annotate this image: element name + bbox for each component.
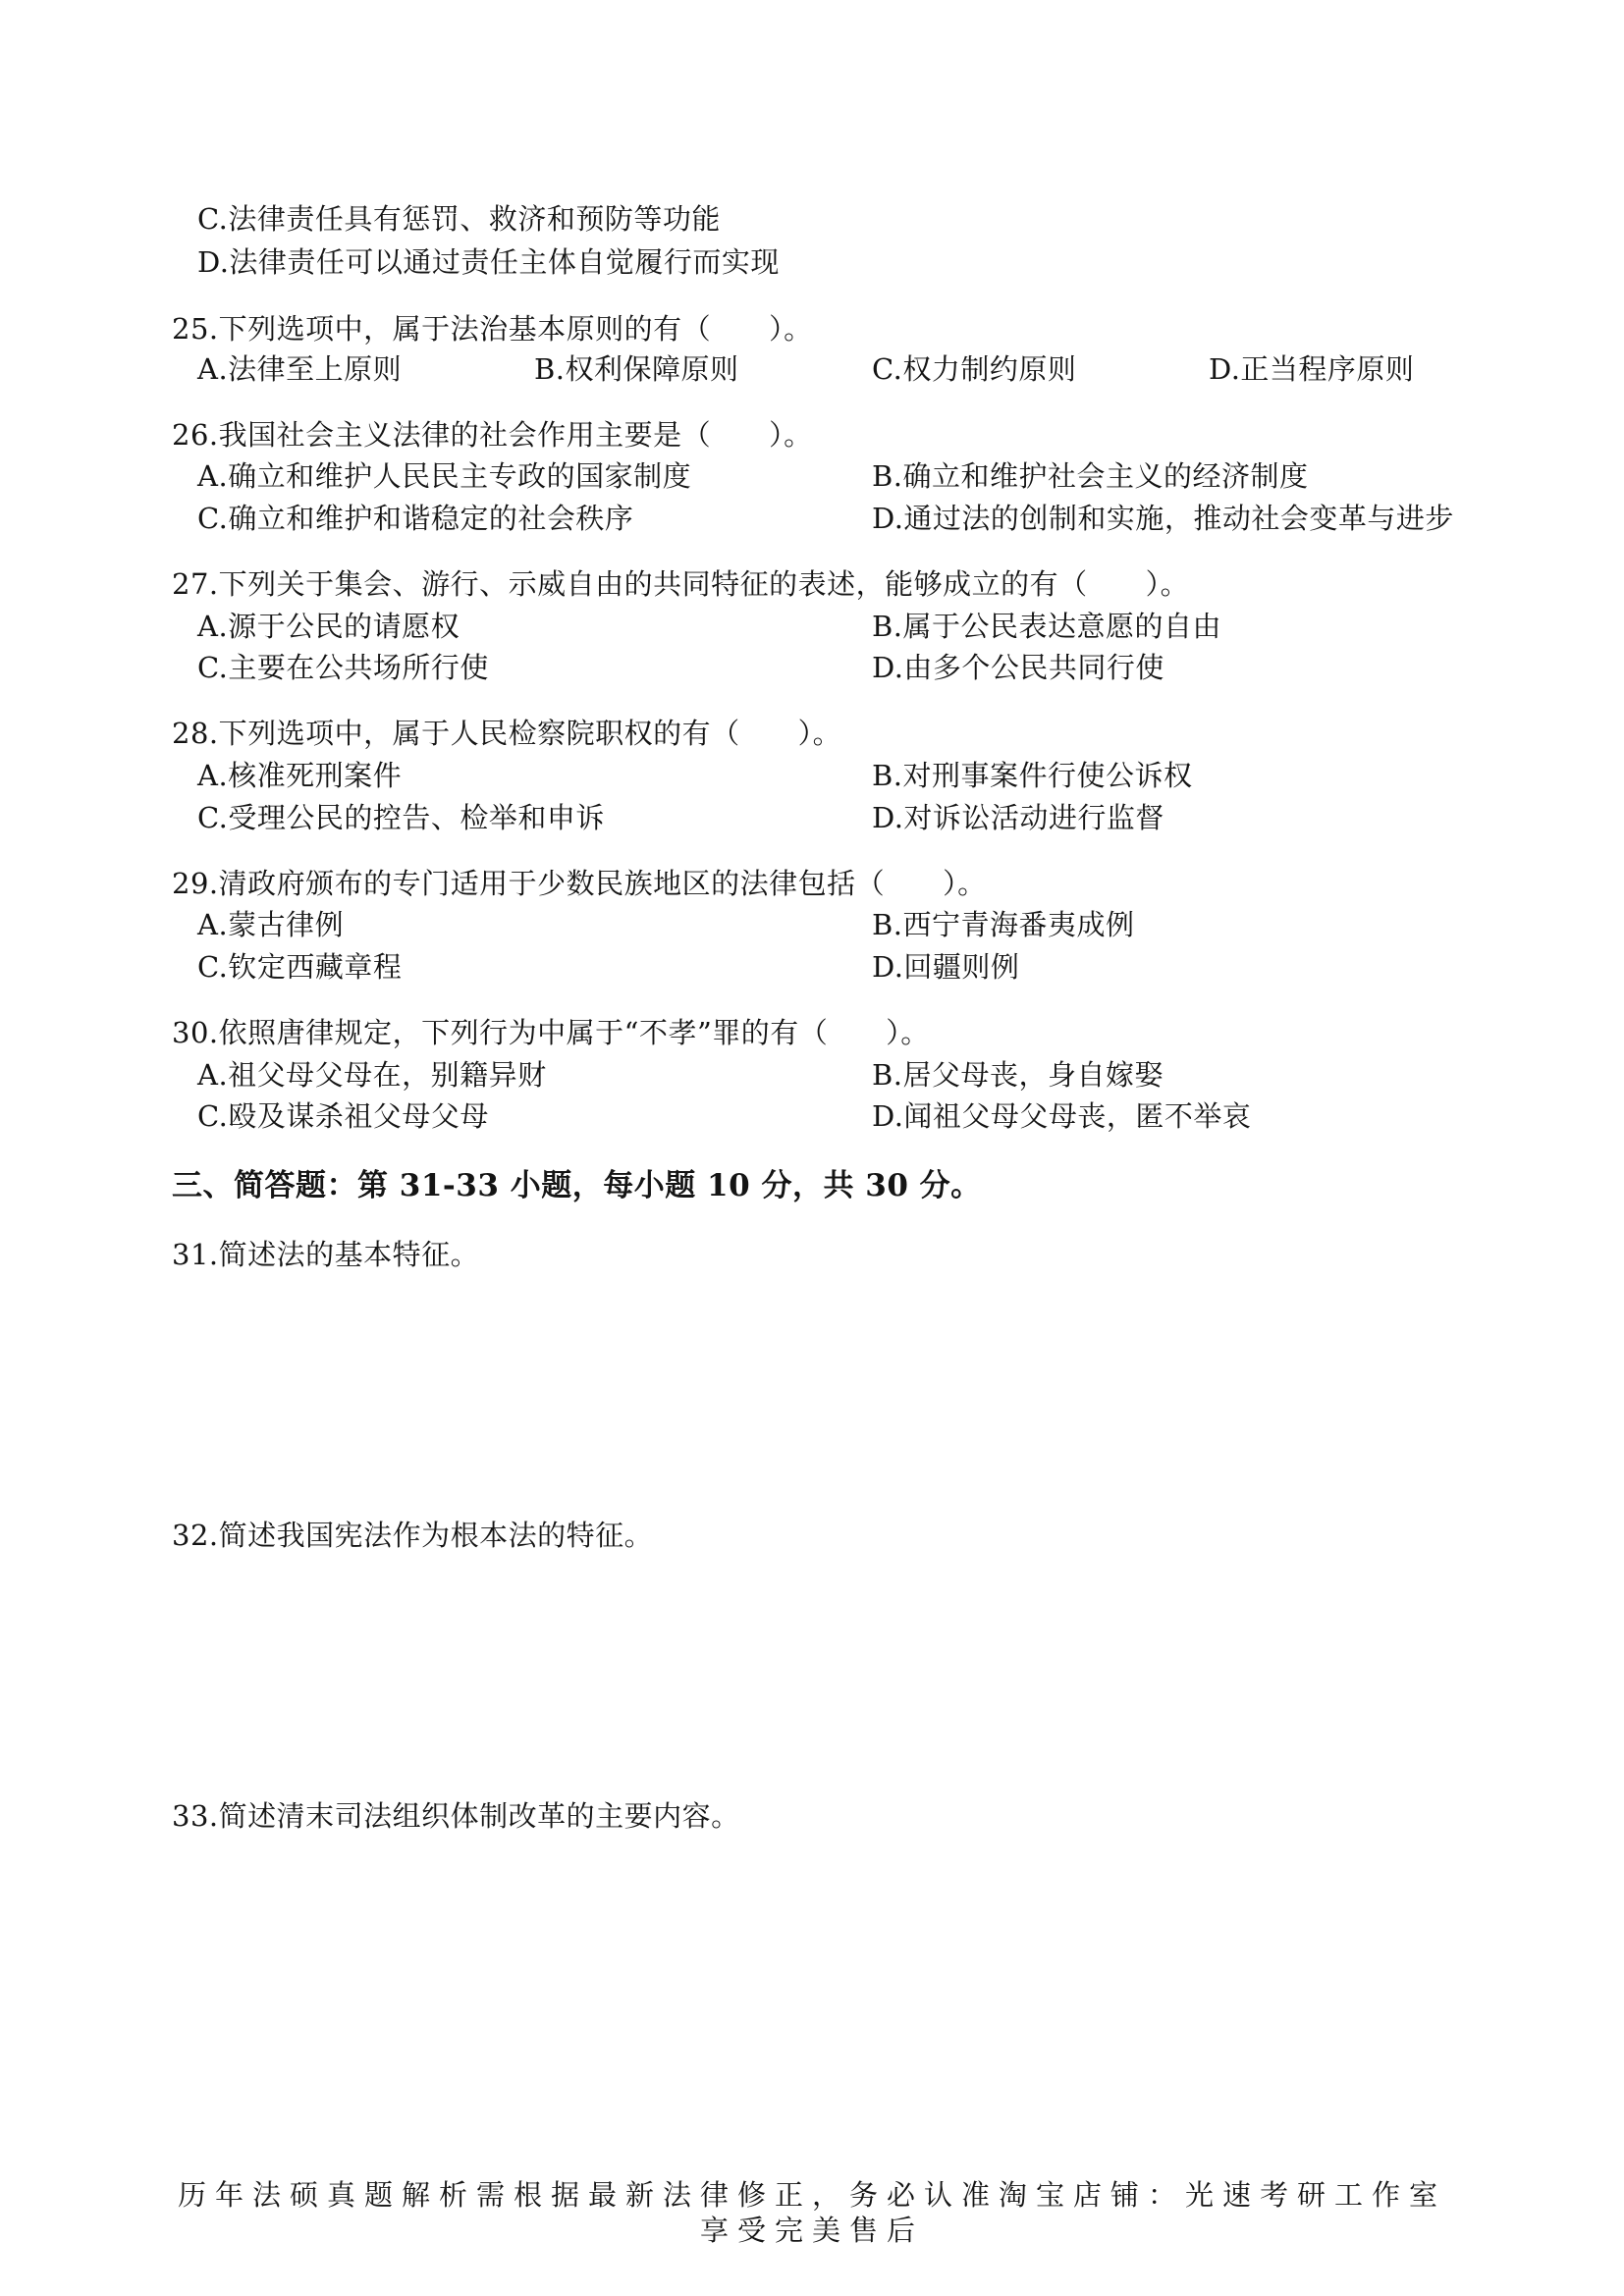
q26-stem: 26.我国社会主义法律的社会作用主要是（ ）。 — [172, 418, 813, 452]
q26-option-c: C.确立和维护和谐稳定的社会秩序 — [197, 502, 634, 535]
q25-option-d: D.正当程序原则 — [1209, 352, 1415, 386]
q28-stem: 28.下列选项中，属于人民检察院职权的有（ ）。 — [172, 717, 842, 750]
q26-option-a: A.确立和维护人民民主专政的国家制度 — [197, 459, 692, 493]
q26-option-b: B.确立和维护社会主义的经济制度 — [872, 459, 1309, 493]
q33-stem: 33.简述清末司法组织体制改革的主要内容。 — [172, 1799, 740, 1833]
q30-option-a: A.祖父母父母在，别籍异财 — [197, 1058, 547, 1092]
q25-option-b: B.权利保障原则 — [534, 352, 739, 386]
q25-stem: 25.下列选项中，属于法治基本原则的有（ ）。 — [172, 312, 813, 346]
q29-stem: 29.清政府颁布的专门适用于少数民族地区的法律包括（ ）。 — [172, 867, 987, 900]
q27-option-d: D.由多个公民共同行使 — [872, 651, 1164, 684]
footer-service: 享受完美售后 — [699, 2214, 924, 2247]
q25-option-c: C.权力制约原则 — [872, 352, 1077, 386]
q25-option-a: A.法律至上原则 — [197, 352, 403, 386]
q30-option-d: D.闻祖父母父母丧，匿不举哀 — [872, 1099, 1252, 1133]
q27-stem: 27.下列关于集会、游行、示威自由的共同特征的表述，能够成立的有（ ）。 — [172, 567, 1190, 601]
q28-option-b: B.对刑事案件行使公诉权 — [872, 759, 1193, 792]
q24-option-c: C.法律责任具有惩罚、救济和预防等功能 — [197, 202, 721, 236]
q29-option-a: A.蒙古律例 — [197, 908, 345, 941]
q32-stem: 32.简述我国宪法作为根本法的特征。 — [172, 1519, 654, 1552]
q27-option-b: B.属于公民表达意愿的自由 — [872, 610, 1222, 643]
q28-option-a: A.核准死刑案件 — [197, 759, 403, 792]
q27-option-c: C.主要在公共场所行使 — [197, 651, 489, 684]
q26-option-d: D.通过法的创制和实施，推动社会变革与进步 — [872, 502, 1454, 535]
q28-option-d: D.对诉讼活动进行监督 — [872, 801, 1164, 834]
q24-option-d: D.法律责任可以通过责任主体自觉履行而实现 — [197, 245, 780, 279]
q29-option-b: B.西宁青海番夷成例 — [872, 908, 1135, 941]
q30-option-b: B.居父母丧，身自嫁娶 — [872, 1058, 1164, 1092]
q30-option-c: C.殴及谋杀祖父母父母 — [197, 1099, 489, 1133]
section-3-heading: 三、简答题：第 31-33 小题，每小题 10 分，共 30 分。 — [172, 1168, 982, 1203]
q27-option-a: A.源于公民的请愿权 — [197, 610, 460, 643]
q30-stem: 30.依照唐律规定，下列行为中属于“不孝”罪的有（ ）。 — [172, 1016, 930, 1049]
q28-option-c: C.受理公民的控告、检举和申诉 — [197, 801, 605, 834]
q29-option-c: C.钦定西藏章程 — [197, 950, 403, 984]
q29-option-d: D.回疆则例 — [872, 950, 1020, 984]
footer-notice: 历年法硕真题解析需根据最新法律修正，务必认准淘宝店铺：光速考研工作室 — [177, 2178, 1446, 2212]
q31-stem: 31.简述法的基本特征。 — [172, 1238, 480, 1271]
